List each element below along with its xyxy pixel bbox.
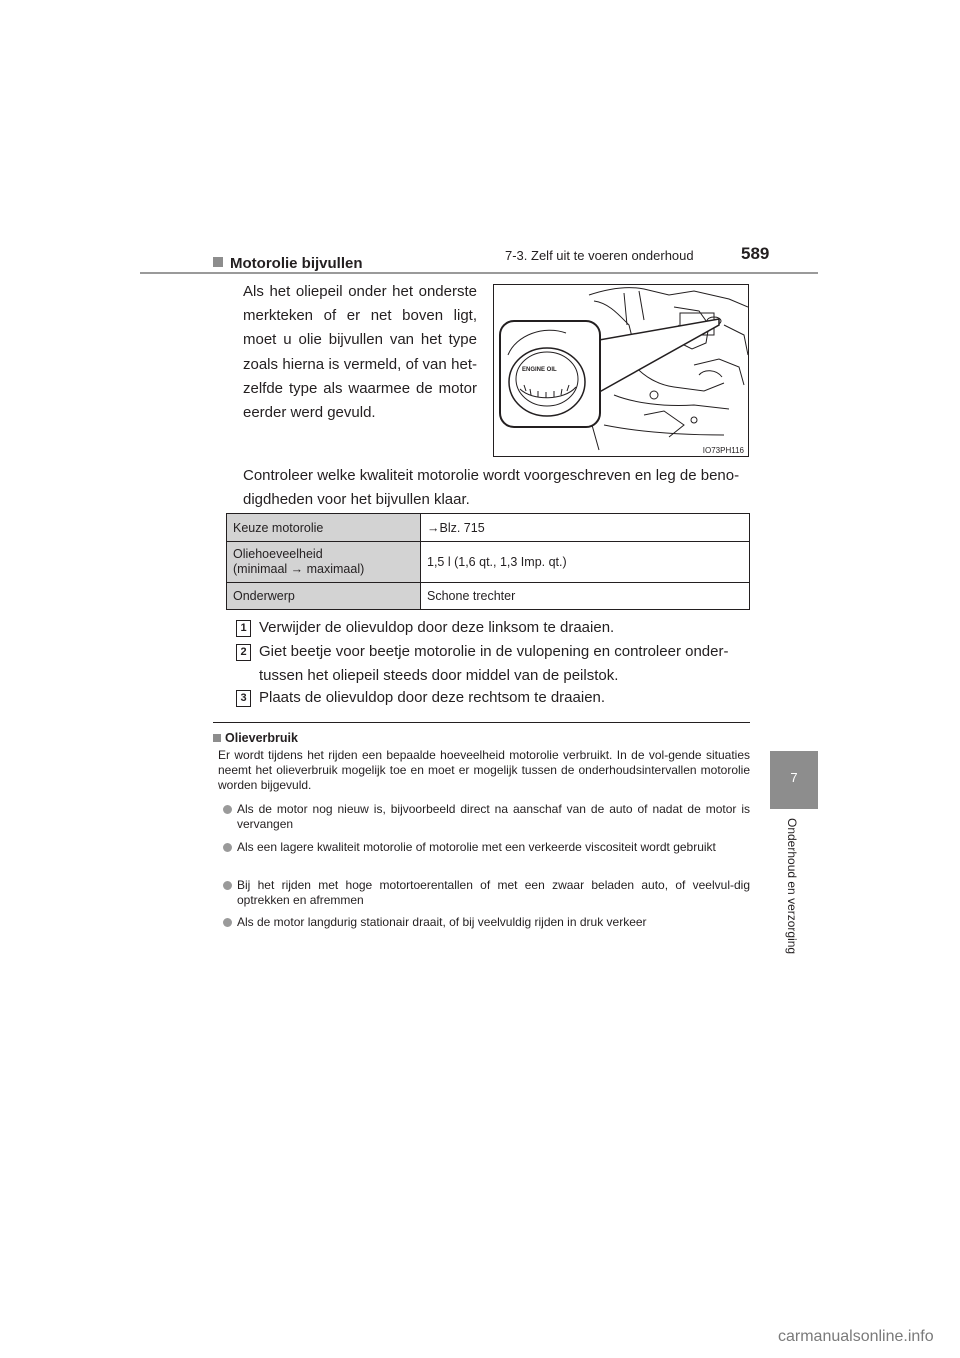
page-number: 589 — [741, 244, 770, 263]
table-row — [227, 583, 750, 610]
chapter-tab-number: 7 — [790, 770, 798, 785]
step-text: Verwijder de olievuldop door deze linksom te draaien. — [259, 619, 615, 636]
bullet-text: Als de motor nog nieuw is, bijvoorbeeld direct na aanschaf van de auto of nadat de motor is vervangen — [237, 802, 750, 832]
figure-code: IO73PH116 — [702, 446, 744, 455]
step-number-badge: 3 — [236, 690, 251, 707]
table-label-line: Oliehoeveelheid — [233, 547, 323, 561]
engine-oil-cap-figure — [493, 284, 749, 457]
table-label-line: (minimaal → maximaal) — [233, 562, 365, 576]
step-text: Plaats de olievuldop door deze rechtsom te draaien. — [259, 689, 606, 706]
header-rule — [140, 272, 818, 274]
requirements-table — [226, 513, 750, 610]
circle-bullet-icon — [223, 881, 232, 890]
table-cell-label: Keuze motorolie — [227, 514, 421, 542]
step-2 — [236, 640, 756, 688]
step-text: Giet beetje voor beetje motorolie in de vulopening en controleer onder-tussen het oliepeil steeds door middel van de peilstok. — [259, 643, 729, 684]
list-item — [223, 840, 750, 855]
step-3 — [236, 686, 756, 710]
step-number-badge: 1 — [236, 620, 251, 637]
table-cell-value: 1,5 l (1,6 qt., 1,3 Imp. qt.) — [421, 542, 750, 583]
step-number-badge: 2 — [236, 644, 251, 661]
table-cell-label: Onderwerp — [227, 583, 421, 610]
svg-text:ENGINE OIL: ENGINE OIL — [522, 367, 557, 373]
note-body: Er wordt tijdens het rijden een bepaalde hoeveelheid motorolie verbruikt. In de vol-gende situaties neemt het olieverbruik mogelijk toe en moet er mogelijk tussen de onderhoudsintervallen motorolie worden bijgevuld. — [218, 748, 750, 793]
circle-bullet-icon — [223, 805, 232, 814]
chapter-tab — [770, 751, 818, 809]
section-heading-text: Motorolie bijvullen — [230, 255, 363, 272]
table-cell-value: Schone trechter — [421, 583, 750, 610]
section-heading — [213, 255, 363, 272]
list-item — [223, 915, 750, 930]
chapter-side-label: Onderhoud en verzorging — [785, 818, 799, 955]
watermark: carmanualsonline.info — [778, 1328, 934, 1345]
list-item — [223, 802, 750, 833]
check-paragraph: Controleer welke kwaliteit motorolie wordt voorgeschreven en leg de beno-digdheden voor het bijvullen klaar. — [243, 467, 740, 508]
circle-bullet-icon — [223, 918, 232, 927]
list-item — [223, 878, 750, 909]
note-heading-text: Olieverbruik — [225, 731, 298, 745]
circle-bullet-icon — [223, 843, 232, 852]
square-bullet-icon — [213, 257, 223, 267]
note-divider — [213, 722, 750, 723]
header-section-title: 7-3. Zelf uit te voeren onderhoud — [505, 248, 694, 263]
step-1 — [236, 616, 756, 640]
table-cell-value: →Blz. 715 — [421, 514, 750, 542]
bullet-text: Bij het rijden met hoge motortoerentallen of met een zwaar beladen auto, of veelvul-dig optrekken en afremmen — [237, 878, 750, 908]
intro-paragraph: Als het oliepeil onder het onderste merkteken of er net boven ligt, moet u olie bijvullen van het type zoals hierna is vermeld, of van het-zelfde type als waarmee de motor eerder werd gevuld. — [243, 283, 477, 422]
table-row — [227, 542, 750, 583]
bullet-text: Als een lagere kwaliteit motorolie of motorolie met een verkeerde viscositeit wordt gebruikt — [237, 840, 716, 854]
note-heading — [213, 731, 298, 745]
square-bullet-icon — [213, 734, 221, 742]
table-row — [227, 514, 750, 542]
bullet-text: Als de motor langdurig stationair draait, of bij veelvuldig rijden in druk verkeer — [237, 915, 647, 929]
table-cell-label — [227, 542, 421, 583]
